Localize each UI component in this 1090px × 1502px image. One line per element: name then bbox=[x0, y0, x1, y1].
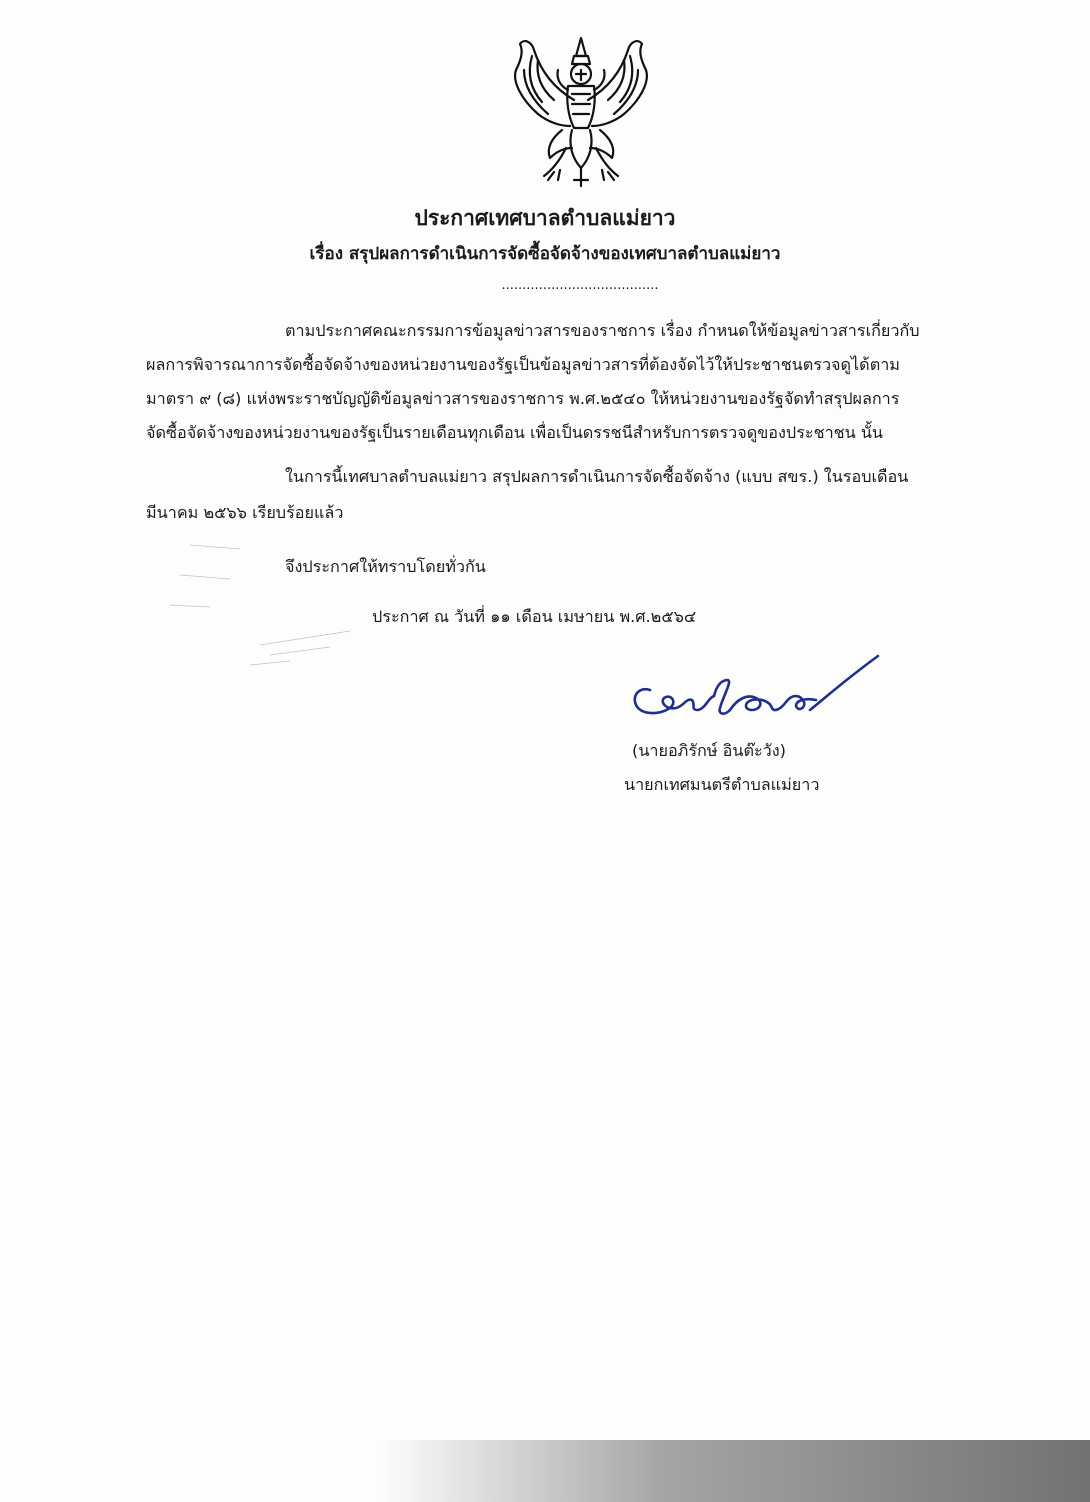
para1-line1: ตามประกาศคณะกรรมการข้อมูลข่าวสารของราชการ เรื่อง กำหนดให้ข้อมูลข่าวสารเกี่ยวกับ bbox=[285, 321, 920, 340]
closing-line: จึงประกาศให้ทราบโดยทั่วกัน bbox=[285, 557, 486, 576]
handwritten-signature bbox=[620, 650, 890, 740]
announcement-subject: เรื่อง สรุปผลการดำเนินการจัดซื้อจัดจ้างของเทศบาลตำบลแม่ยาว bbox=[309, 244, 781, 264]
para1-line3: มาตรา ๙ (๘) แห่งพระราชบัญญัติข้อมูลข่าวสารของราชการ พ.ศ.๒๕๔๐ ให้หน่วยงานของรัฐจัดทำสรุปผลการ bbox=[146, 389, 900, 408]
para2-line1: ในการนี้เทศบาลตำบลแม่ยาว สรุปผลการดำเนินการจัดซื้อจัดจ้าง (แบบ สขร.) ในรอบเดือน bbox=[285, 467, 909, 486]
signatory-name: (นายอภิรักษ์ อินต๊ะวัง) bbox=[632, 741, 786, 760]
announcement-date: ประกาศ ณ วันที่ ๑๑ เดือน เมษายน พ.ศ.๒๕๖๔ bbox=[372, 607, 697, 626]
para2-line2: มีนาคม ๒๕๖๖ เรียบร้อยแล้ว bbox=[146, 503, 344, 522]
para1-line4: จัดซื้อจัดจ้างของหน่วยงานของรัฐเป็นรายเดือนทุกเดือน เพื่อเป็นดรรชนีสำหรับการตรวจดูของประชาชน นั้น bbox=[146, 423, 883, 442]
para1-line2: ผลการพิจารณาการจัดซื้อจัดจ้างของหน่วยงานของรัฐเป็นข้อมูลข่าวสารที่ต้องจัดไว้ให้ประชาชนตรวจดูได้ตาม bbox=[146, 355, 900, 374]
scan-shadow bbox=[380, 1440, 1090, 1502]
garuda-emblem-icon bbox=[502, 30, 660, 190]
announcement-title: ประกาศเทศบาลตำบลแม่ยาว bbox=[414, 206, 676, 230]
title-separator: ...................................... bbox=[501, 278, 659, 293]
signatory-position: นายกเทศมนตรีตำบลแม่ยาว bbox=[624, 775, 820, 794]
